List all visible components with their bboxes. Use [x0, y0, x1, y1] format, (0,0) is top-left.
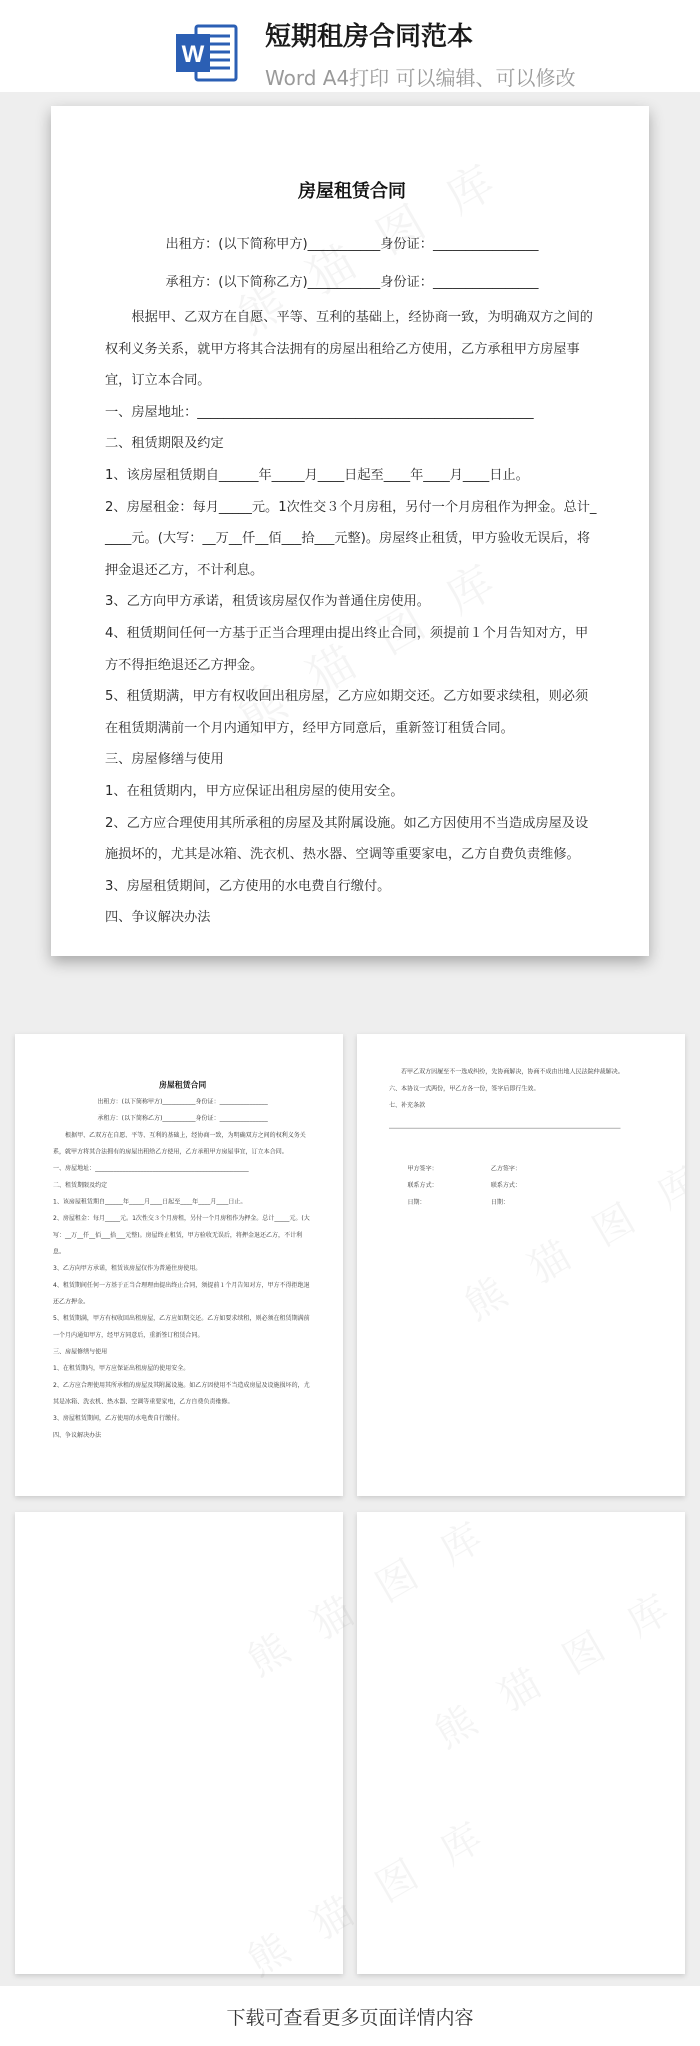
section-repair: 三、房屋修缮与使用 [105, 752, 224, 768]
document-title: 房屋租赁合同 [298, 181, 406, 202]
clause-safety: 1、在租赁期内，甲方应保证出租房屋的使用安全。 [105, 783, 404, 799]
word-document-icon [174, 20, 240, 86]
download-more-link[interactable]: 下载可查看更多页面详情内容 [226, 2007, 474, 2029]
page-thumbnail-1[interactable] [15, 1034, 343, 1496]
copies-clause: 六、本协议一式两份，甲乙方各一份，签字后即行生效。 [389, 1085, 540, 1093]
watermark [423, 1562, 685, 1759]
clause-maintenance: 2、乙方应合理使用其所承租的房屋及其附属设施。如乙方因使用不当造成房屋及设施损坏的，尤其是冰箱、洗衣机、热水器、空调等重要家电，乙方自费负责维修。 [53, 1381, 310, 1406]
clause-termination: 4、租赁期间任何一方基于正当合理理由提出终止合同，须提前１个月告知对方，甲方不得拒绝退还乙方押金。 [53, 1281, 310, 1306]
lessee-contact-label: 联系方式： [490, 1182, 521, 1190]
clause-termination: 4、租赁期间任何一方基于正当合理理由提出终止合同，须提前１个月告知对方，甲方不得拒绝退还乙方押金。 [105, 625, 589, 673]
section-term: 二、租赁期限及约定 [105, 436, 224, 452]
page-thumbnail-3[interactable] [15, 1512, 343, 1974]
page-thumbnail-4[interactable] [357, 1512, 685, 1974]
lessee-line: 承租方：(以下简称乙方)___________身份证：________________ [165, 275, 539, 290]
clause-utilities: 3、房屋租赁期间，乙方使用的水电费自行缴付。 [105, 878, 391, 894]
clause-maintenance: 2、乙方应合理使用其所承租的房屋及其附属设施。如乙方因使用不当造成房屋及设施损坏的，尤其是冰箱、洗衣机、热水器、空调等重要家电，乙方自费负责维修。 [105, 815, 589, 863]
section-address: 一、房屋地址：___________________________________________________ [53, 1165, 249, 1172]
lessee-line: 承租方：(以下简称乙方)___________身份证：________________ [97, 1115, 268, 1122]
lessee-date-label: 日期： [490, 1198, 509, 1206]
clause-safety: 1、在租赁期内，甲方应保证出租房屋的使用安全。 [53, 1365, 190, 1373]
clause-term-dates: 1、该房屋租赁期自______年_____月____日起至____年____月____日止。 [105, 467, 529, 483]
lessor-contact-label: 联系方式： [407, 1182, 438, 1190]
intro-paragraph: 根据甲、乙双方在自愿、平等、互利的基础上，经协商一致，为明确双方之间的权利义务关系，就甲方将其合法拥有的房屋出租给乙方使用，乙方承租甲方房屋事宜，订立本合同。 [53, 1131, 306, 1156]
thumbnail-1-content [53, 1078, 312, 1444]
document-page-preview [51, 106, 649, 956]
dispute-clause: 若甲乙双方因履至不一选成纠纷，先协商解决，协商不成由出地人民法院仲裁解决。 [401, 1068, 624, 1076]
clause-rent: 2、房屋租金：每月_____元。1次性交３个月房租，另付一个月房租作为押金。总计_____元。(大写：__万__仟__佰___拾___元整)。房屋终止租赁，甲方验收无误后，将押金退还乙方，不计利息。 [53, 1215, 310, 1256]
clause-rent: 2、房屋租金：每月_____元。1次性交３个月房租，另付一个月房租作为押金。总计_____元。(大写：__万__仟__佰___拾___元整)。房屋终止租赁，甲方验收无误后，将押金退还乙方，不计利息。 [105, 499, 597, 578]
section-dispute: 四、争议解决办法 [53, 1431, 102, 1439]
page-thumbnail-2[interactable] [357, 1034, 685, 1496]
clause-expiry: 5、租赁期满，甲方有权收回出租房屋，乙方应如期交还。乙方如要求续租，则必须在租赁期满前一个月内通知甲方，经甲方同意后，重新签订租赁合同。 [53, 1315, 310, 1339]
lessor-date-label: 日期： [407, 1198, 426, 1206]
lessor-signature-label: 甲方签字： [407, 1165, 438, 1173]
supplementary-clause: 七、补充条款 [389, 1101, 426, 1109]
document-title: 房屋租赁合同 [159, 1080, 207, 1090]
section-repair: 三、房屋修缮与使用 [53, 1348, 108, 1356]
lessee-signature-label: 乙方签字： [490, 1165, 521, 1173]
page-subtitle: Word A4打印 可以编辑、可以修改 [265, 66, 576, 90]
lessor-line: 出租方：(以下简称甲方)___________身份证：________________ [97, 1098, 268, 1106]
section-address: 一、房屋地址：___________________________________________________ [105, 404, 534, 420]
section-term: 二、租赁期限及约定 [53, 1181, 108, 1189]
page-title: 短期租房合同范本 [265, 22, 474, 52]
clause-utilities: 3、房屋租赁期间，乙方使用的水电费自行缴付。 [53, 1415, 184, 1423]
lessor-line: 出租方：(以下简称甲方)___________身份证：________________ [165, 237, 539, 252]
word-icon-letter: W [181, 41, 205, 68]
clause-usage: 3、乙方向甲方承诺，租赁该房屋仅作为普通住房使用。 [53, 1265, 202, 1272]
clause-usage: 3、乙方向甲方承诺，租赁该房屋仅作为普通住房使用。 [105, 594, 430, 610]
intro-paragraph: 根据甲、乙双方在自愿、平等、互利的基础上，经协商一致，为明确双方之间的权利义务关系，就甲方将其合法拥有的房屋出租给乙方使用，乙方承租甲方房屋事宜，订立本合同。 [105, 310, 593, 389]
section-dispute: 四、争议解决办法 [105, 910, 211, 926]
clause-expiry: 5、租赁期满，甲方有权收回出租房屋，乙方应如期交还。乙方如要求续租，则必须在租赁期满前一个月内通知甲方，经甲方同意后，重新签订租赁合同。 [105, 689, 589, 736]
thumbnail-2-content [389, 1064, 648, 1211]
clause-term-dates: 1、该房屋租赁期自______年_____月____日起至____年____月____日止。 [53, 1198, 247, 1206]
